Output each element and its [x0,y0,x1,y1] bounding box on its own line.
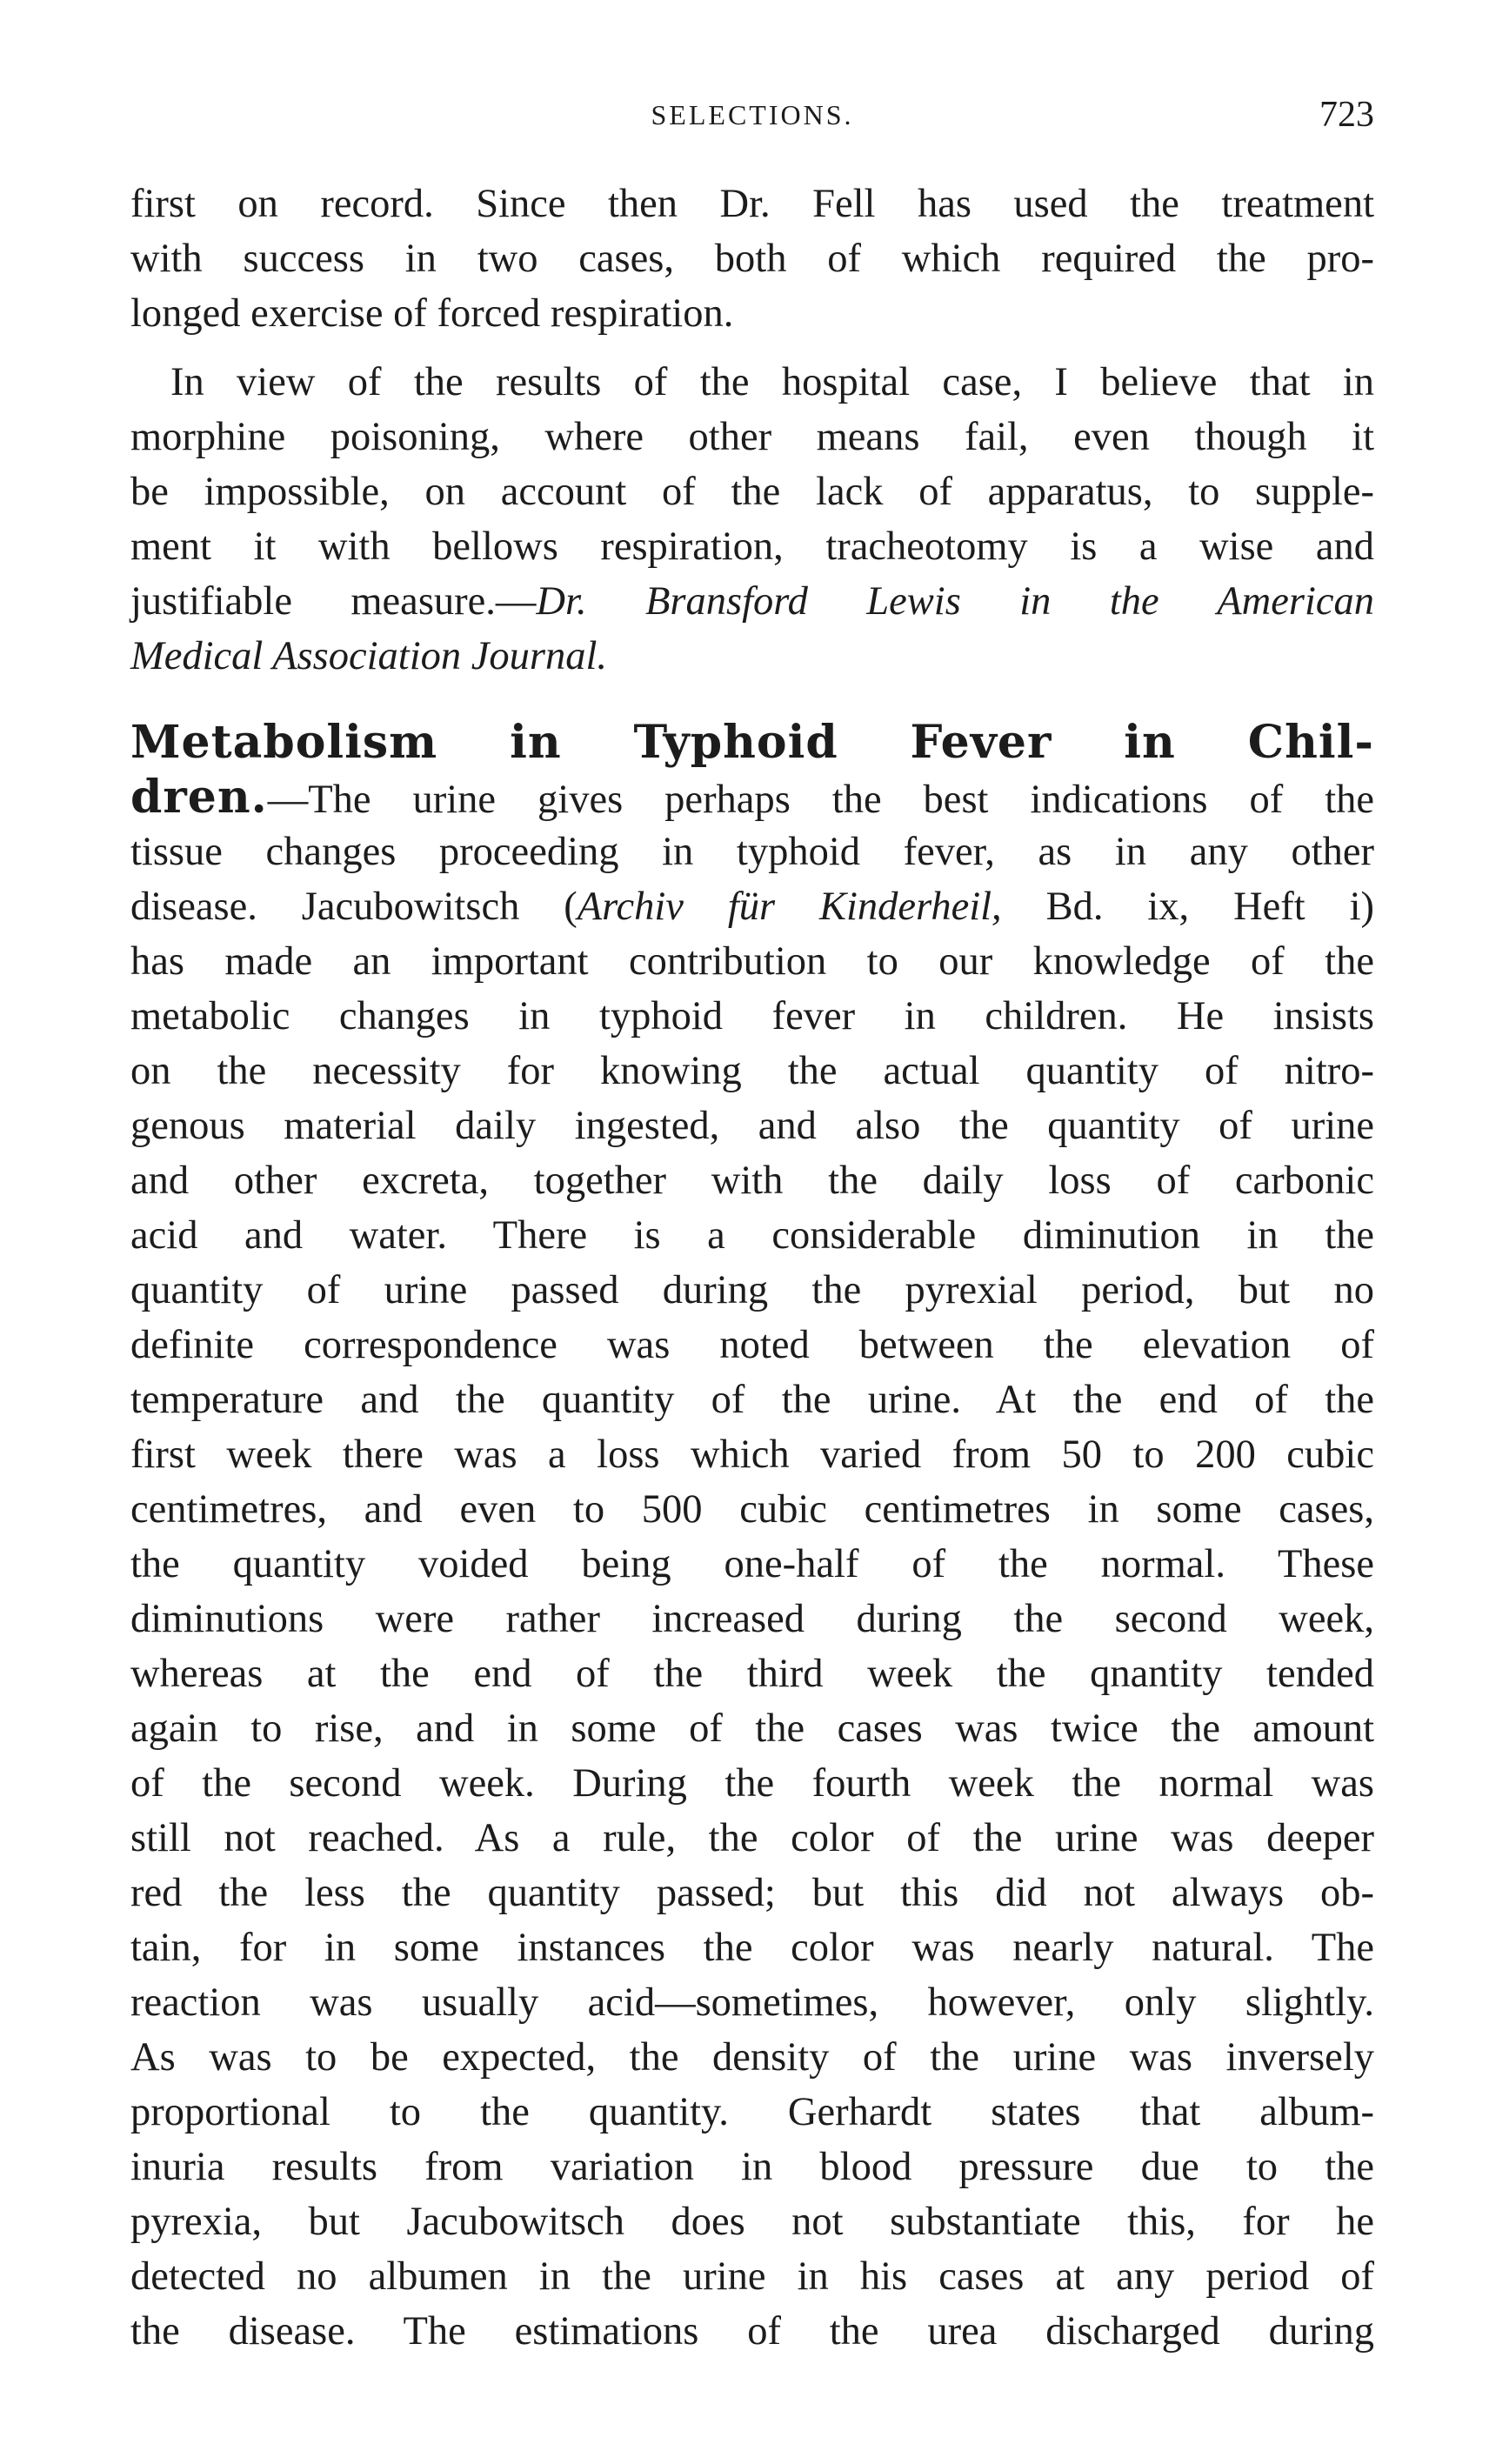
text-line-with-citation [130,879,1374,934]
text-line: In view of the results of the hospital case, I believe that in [170,360,1374,404]
article-typhoid-metabolism [130,715,1374,2359]
text-line: As was to be expected, the density of the urine was inversely [130,2035,1374,2080]
text-fragment: justifiable measure.— [130,579,537,624]
text-line: first week there was a loss which varied from 50 to 200 cubic [130,1432,1374,1477]
text-line: proportional to the quantity. Gerhardt states that album- [130,2090,1374,2134]
paragraph-morphine [130,355,1374,684]
text-line: has made an important contribution to our knowledge of the [130,939,1374,984]
source-attribution: Dr. Bransford Lewis in the American [536,579,1374,624]
text-line: again to rise, and in some of the cases was twice the amount [130,1706,1374,1751]
running-header [130,94,1374,137]
text-fragment: —The urine gives perhaps the best indications of the [267,778,1374,822]
text-line: red the less the quantity passed; but this did not always ob- [130,1871,1374,1915]
text-line: temperature and the quantity of the urine. At the end of the [130,1378,1374,1422]
text-line: inuria results from variation in blood pressure due to the [130,2145,1374,2189]
text-line: pyrexia, but Jacubowitsch does not substantiate this, for he [130,2200,1374,2244]
article-heading: Metabolism in Typhoid Fever in Chil- [130,716,1374,769]
paragraph-continuation [130,177,1374,341]
text-line: the quantity voided being one-half of the normal. These [130,1542,1374,1586]
text-fragment: disease. Jacubowitsch ( [130,885,578,929]
text-line: centimetres, and even to 500 cubic centimetres in some cases, [130,1487,1374,1532]
text-line [130,629,1374,684]
page-number: 723 [1319,95,1374,135]
text-line: be impossible, on account of the lack of apparatus, to supple- [130,470,1374,514]
text-line: with success in two cases, both of which required the pro- [130,237,1374,281]
text-line: morphine poisoning, where other means fail, even though it [130,415,1374,459]
text-line: detected no albumen in the urine in his cases at any period of [130,2254,1374,2299]
text-line: whereas at the end of the third week the qnantity tended [130,1652,1374,1696]
text-line: reaction was usually acid—sometimes, however, only slightly. [130,1980,1374,2025]
text-line-with-attribution [130,574,1374,629]
text-line: and other excreta, together with the daily loss of carbonic [130,1159,1374,1203]
running-title: SELECTIONS. [651,99,854,130]
citation-detail: Bd. ix, Heft i) [1001,885,1374,929]
text-line: first on record. Since then Dr. Fell has used the treatment [130,182,1374,226]
text-line: quantity of urine passed during the pyrexial period, but no [130,1268,1374,1312]
text-line: tain, for in some instances the color was nearly natural. The [130,1926,1374,1970]
text-line: the disease. The estimations of the urea discharged during [130,2309,1374,2354]
text-line: acid and water. There is a considerable diminution in the [130,1213,1374,1258]
text-line: still not reached. As a rule, the color of the urine was deeper [130,1816,1374,1860]
text-line-with-heading [130,770,1374,825]
text-line: of the second week. During the fourth week the normal was [130,1761,1374,1806]
citation-title: Archiv für Kinderheil, [577,885,1002,929]
text-line: metabolic changes in typhoid fever in children. He insists [130,994,1374,1038]
text-line: tissue changes proceeding in typhoid fever, as in any other [130,830,1374,874]
source-attribution-journal: Medical Association Journal. [130,634,608,678]
text-line: on the necessity for knowing the actual quantity of nitro- [130,1049,1374,1093]
text-line: definite correspondence was noted between the elevation of [130,1323,1374,1367]
article-heading-end: dren. [130,771,268,824]
text-line: longed exercise of forced respiration. [130,291,734,336]
text-line: genous material daily ingested, and also the quantity of urine [130,1104,1374,1148]
text-line: ment it with bellows respiration, tracheotomy is a wise and [130,524,1374,569]
text-line: diminutions were rather increased during the second week, [130,1597,1374,1641]
